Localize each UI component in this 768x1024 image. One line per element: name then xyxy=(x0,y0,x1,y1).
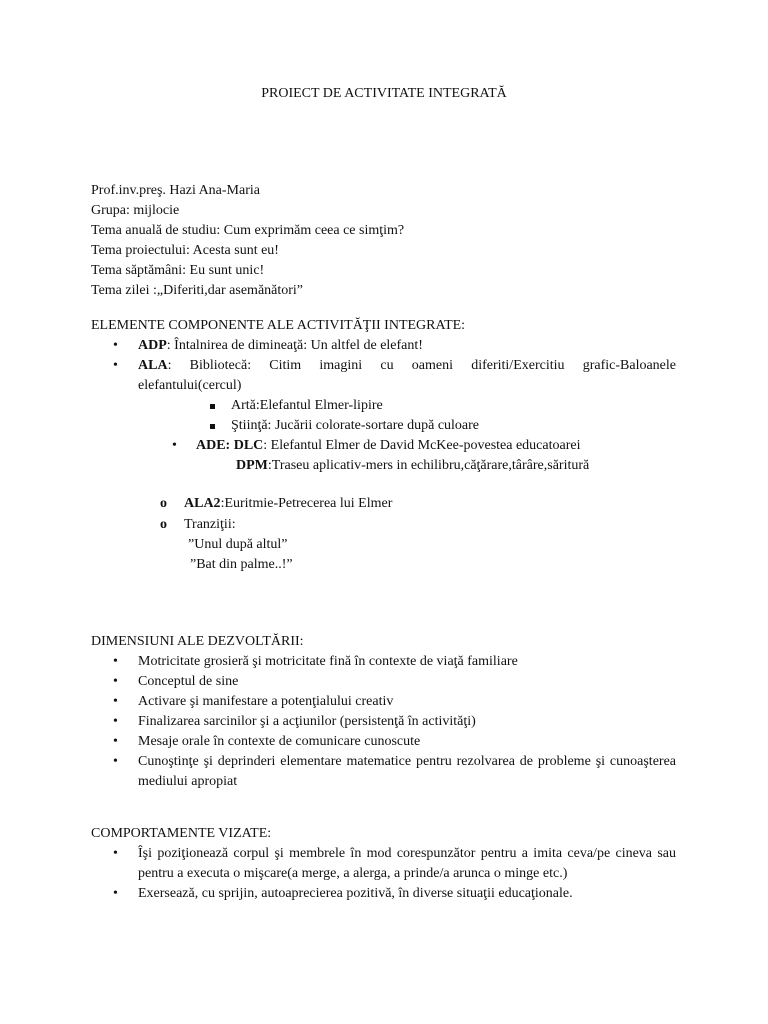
dpm-item xyxy=(236,456,589,476)
teacher-line: Prof.inv.preş. Hazi Ana-Maria xyxy=(91,183,260,198)
ala-item xyxy=(91,356,676,396)
project-theme-line: Tema proiectului: Acesta sunt eu! xyxy=(91,243,279,258)
elements-heading: ELEMENTE COMPONENTE ALE ACTIVITĂŢII INTEGRATE: xyxy=(91,318,466,333)
square-bullet-icon xyxy=(210,424,215,429)
circle-bullet-icon: o xyxy=(160,496,167,511)
header-info xyxy=(91,181,676,301)
dimensions-heading: DIMENSIUNI ALE DEZVOLTĂRII: xyxy=(91,634,304,649)
dimension-item: • Cunoştinţe şi deprinderi elementare matematice pentru rezolvarea de probleme şi cunoaşterea mediului apropiat xyxy=(91,752,676,792)
dimension-item: • Mesaje orale în contexte de comunicare cunoscute xyxy=(91,732,676,752)
dimension-item: • Motricitate grosieră şi motricitate fină în contexte de viaţă familiare xyxy=(91,652,676,672)
adp-text: : Întalnirea de dimineaţă: Un altfel de elefant! xyxy=(166,338,423,353)
dpm-text: :Traseu aplicativ-mers in echilibru,căţărare,târâre,săritură xyxy=(267,458,590,473)
adp-item xyxy=(91,336,676,356)
circle-bullet-icon: o xyxy=(160,517,167,532)
adp-label: ADP xyxy=(138,338,167,353)
annual-theme-line: Tema anuală de studiu: Cum exprimăm ceea ce simţim? xyxy=(91,223,405,238)
week-theme-line: Tema săptămâni: Eu sunt unic! xyxy=(91,263,265,278)
dimension-item: • Conceptul de sine xyxy=(91,672,676,692)
square-bullet-icon xyxy=(210,404,215,409)
tranz-item-2: ”Bat din palme..!” xyxy=(190,557,293,572)
ala2-item xyxy=(184,494,392,514)
ade-label: ADE: DLC xyxy=(196,438,264,453)
bullet-icon: • xyxy=(172,438,177,453)
elements-section xyxy=(91,316,676,396)
dimensions-section xyxy=(91,632,676,792)
ala-text: : Bibliotecă: Citim imagini cu oameni diferiti/Exercitiu grafic-Baloanele elefantului(cercul) xyxy=(138,358,676,393)
behavior-item: • Îşi poziţionează corpul şi membrele în mod corespunzător pentru a imita ceva/pe cineva sau pentru a executa o mişcare(a merge, a alerga, a prinde/a arunca o minge etc.) xyxy=(91,844,676,884)
dimension-item: • Activare şi manifestare a potenţialului creativ xyxy=(91,692,676,712)
behaviors-heading: COMPORTAMENTE VIZATE: xyxy=(91,826,272,841)
group-line: Grupa: mijlocie xyxy=(91,203,180,218)
behavior-item: • Exersează, cu sprijin, autoaprecierea pozitivă, în diverse situaţii educaţionale. xyxy=(91,884,676,904)
ade-text: : Elefantul Elmer de David McKee-povestea educatoarei xyxy=(263,438,581,453)
ala-label: ALA xyxy=(138,358,168,373)
tranz-label: Tranziţii: xyxy=(184,517,236,532)
dpm-label: DPM xyxy=(236,458,268,473)
behaviors-section xyxy=(91,824,676,904)
document-title: PROIECT DE ACTIVITATE INTEGRATĂ xyxy=(261,86,507,101)
ala2-label: ALA2 xyxy=(184,496,221,511)
ade-item xyxy=(196,436,580,456)
ala-sub-science: Ştiinţă: Jucării colorate-sortare după culoare xyxy=(231,418,480,433)
ala-sub-art: Artă:Elefantul Elmer-lipire xyxy=(231,398,383,413)
tranz-item-1: ”Unul după altul” xyxy=(188,537,288,552)
day-theme-line: Tema zilei :„Diferiti,dar asemănători” xyxy=(91,283,304,298)
ala2-text: :Euritmie-Petrecerea lui Elmer xyxy=(220,496,393,511)
dimension-item: • Finalizarea sarcinilor şi a acţiunilor (persistenţă în activităţi) xyxy=(91,712,676,732)
